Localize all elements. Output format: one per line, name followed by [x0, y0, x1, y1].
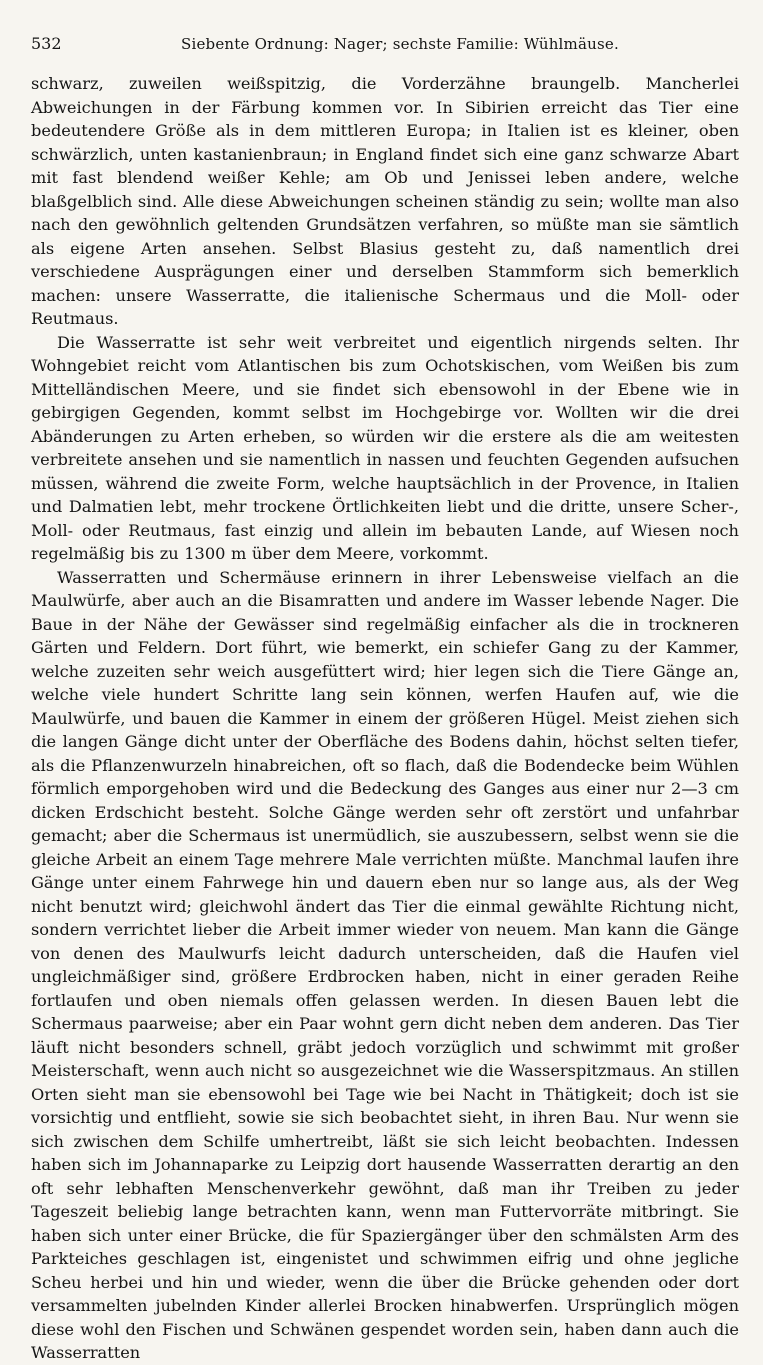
body-text: [31, 72, 739, 1365]
running-title: Siebente Ordnung: Nager; sechste Familie: Wühlmäuse.: [181, 35, 619, 53]
paragraph-2: Die Wasserratte ist sehr weit verbreitet und eigentlich nirgends selten. Ihr Wohngebiet reicht vom Atlantischen bis zum Ochotskischen, vom Weißen bis zum Mittelländischen Meere, und sie findet sich ebensowohl in der Ebene wie in gebirgigen Gegenden, kommt selbst im Hochgebirge vor. Wollten wir die drei Abänderungen zu Arten erheben, so würden wir die erstere als die am weitesten verbreitete ansehen und sie namentlich in nassen und feuchten Gegenden aufsuchen müssen, während die zweite Form, welche hauptsächlich in der Provence, in Italien und Dalmatien lebt, mehr trockene Örtlichkeiten liebt und die dritte, unsere Scher-, Moll- oder Reutmaus, fast einzig und allein im bebauten Lande, auf Wiesen noch regelmäßig bis zu 1300 m über dem Meere, vorkommt.: [31, 332, 739, 563]
running-header: [31, 34, 739, 64]
paragraph-3: Wasserratten und Schermäuse erinnern in ihrer Lebensweise vielfach an die Maulwürfe, aber auch an die Bisamratten und andere im Wasser lebende Nager. Die Baue in der Nähe der Gewässer sind regelmäßig einfacher als die in trockneren Gärten und Feldern. Dort führt, wie bemerkt, ein schiefer Gang zu der Kammer, welche zuzeiten sehr weich ausgefüttert wird; hier legen sich die Tiere Gänge an, welche viele hundert Schritte lang sein können, werfen Haufen auf, wie die Maulwürfe, und bauen die Kammer in einem der größeren Hügel. Meist ziehen sich die langen Gänge dicht unter der Oberfläche des Bodens dahin, höchst selten tiefer, als die Pflanzenwurzeln hinabreichen, oft so flach, daß die Bodendecke beim Wühlen förmlich emporgehoben wird und die Bedeckung des Ganges aus einer nur 2—3 cm dicken Erdschicht besteht. Solche Gänge werden sehr oft zerstört und unfahrbar gemacht; aber die Schermaus ist unermüdlich, sie auszubessern, selbst wenn sie die gleiche Arbeit an einem Tage mehrere Male verrichten müßte. Manchmal laufen ihre Gänge unter einem Fahrwege hin und dauern eben nur so lange aus, als der Weg nicht benutzt wird; gleichwohl ändert das Tier die einmal gewählte Richtung nicht, sondern verrichtet lieber die Arbeit immer wieder von neuem. Man kann die Gänge von denen des Maulwurfs leicht dadurch unterscheiden, daß die Haufen viel ungleichmäßiger sind, größere Erdbrocken haben, nicht in einer geraden Reihe fortlaufen und oben niemals offen gelassen werden. In diesen Bauen lebt die Schermaus paarweise; aber ein Paar wohnt gern dicht neben dem anderen. Das Tier läuft nicht besonders schnell, gräbt jedoch vorzüglich und schwimmt mit großer Meisterschaft, wenn auch nicht so ausgezeichnet wie die Wasserspitzmaus. An stillen Orten sieht man sie ebensowohl bei Tage wie bei Nacht in Thätigkeit; doch ist sie vorsichtig und entflieht, sowie sie sich beobachtet sieht, in ihren Bau. Nur wenn sie sich zwischen dem Schilfe umhertreibt, läßt sie sich leicht beobachten. Indessen haben sich im Johannaparke zu Leipzig dort hausende Wasserratten derartig an den oft sehr lebhaften Menschenverkehr gewöhnt, daß man ihr Treiben zu jeder Tageszeit beliebig lange betrachten kann, wenn man Futtervorräte mitbringt. Sie haben sich unter einer Brücke, die für Spaziergänger über den schmälsten Arm des Parkteiches geschlagen ist, eingenistet und schwimmen eifrig und ohne jegliche Scheu herbei und hin und wieder, wenn die über die Brücke gehenden oder dort versammelten jubelnden Kinder allerlei Brocken hinabwerfen. Ursprünglich mögen diese wohl den Fischen und Schwänen gespendet worden sein, haben dann auch die Wasserratten: [31, 567, 739, 1362]
paragraph-1: schwarz, zuweilen weißspitzig, die Vorderzähne braungelb. Mancherlei Abweichungen in der Färbung kommen vor. In Sibirien erreicht das Tier eine bedeutendere Größe als in dem mittleren Europa; in Italien ist es kleiner, oben schwärzlich, unten kastanienbraun; in England findet sich eine ganz schwarze Abart mit fast blendend weißer Kehle; am Ob und Jenissei leben andere, welche blaßgelblich sind. Alle diese Abweichungen scheinen ständig zu sein; wollte man also nach den gewöhnlich geltenden Grundsätzen verfahren, so müßte man sie sämtlich als eigene Arten ansehen. Selbst Blasius gesteht zu, daß namentlich drei verschiedene Ausprägungen einer und derselben Stammform sich bemerklich machen: unsere Wasserratte, die italienische Schermaus und die Moll- oder Reutmaus.: [31, 74, 739, 328]
page-number: 532: [31, 34, 62, 53]
